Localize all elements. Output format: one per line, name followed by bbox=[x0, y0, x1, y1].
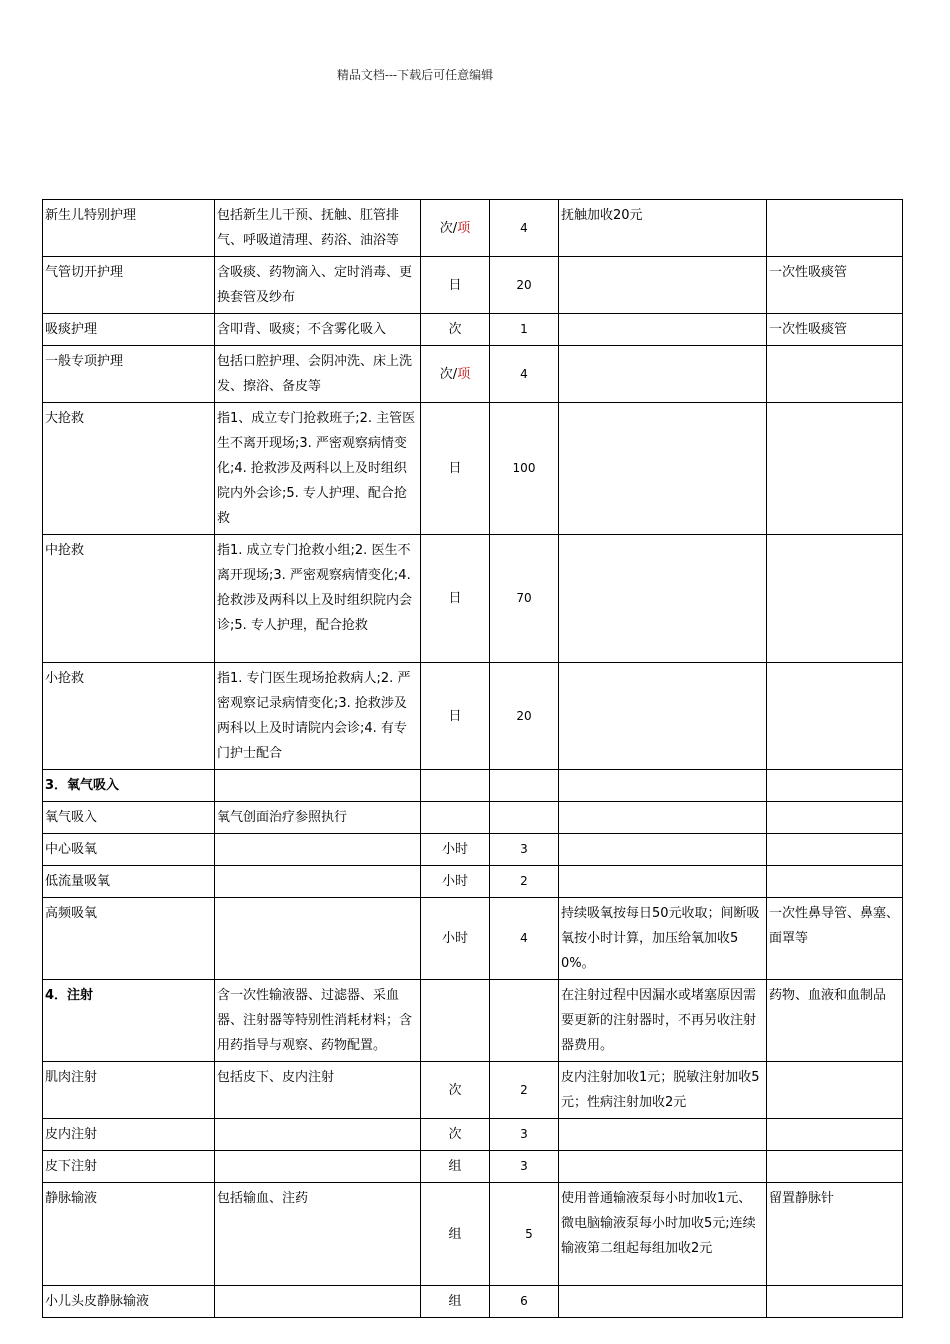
item-desc-cell: 指1. 专门医生现场抢救病人;2. 严密观察记录病情变化;3. 抢救涉及两科以上及时请院内会诊;4. 有专门护士配合 bbox=[215, 663, 421, 770]
item-desc-cell: 包括口腔护理、会阴冲洗、床上洗发、擦浴、备皮等 bbox=[215, 346, 421, 403]
unit-cell bbox=[421, 802, 490, 834]
table-row bbox=[43, 1119, 903, 1151]
unit-cell bbox=[421, 1062, 490, 1119]
excluded-items-cell bbox=[767, 866, 903, 898]
fee-table bbox=[42, 199, 903, 1318]
item-desc-cell: 指1. 成立专门抢救小组;2. 医生不离开现场;3. 严密观察病情变化;4. 抢救涉及两科以上及时组织院内会诊;5. 专人护理，配合抢救 bbox=[215, 535, 421, 663]
unit-cell bbox=[421, 834, 490, 866]
table-row bbox=[43, 535, 903, 663]
item-desc-cell bbox=[215, 834, 421, 866]
table-row bbox=[43, 1286, 903, 1318]
page-header: 精品文档---下载后可任意编辑 bbox=[336, 68, 494, 82]
note-cell bbox=[559, 834, 767, 866]
price-cell bbox=[490, 802, 559, 834]
note-cell: 持续吸氧按每日50元收取；间断吸氧按小时计算，加压给氧加收50%。 bbox=[559, 898, 767, 980]
price-cell: 4 bbox=[490, 346, 559, 403]
item-desc-cell: 含一次性输液器、过滤器、采血器、注射器等特别性消耗材料；含用药指导与观察、药物配置。 bbox=[215, 980, 421, 1062]
price-cell: 6 bbox=[490, 1286, 559, 1318]
item-name-cell: 氧气吸入 bbox=[43, 802, 215, 834]
item-desc-cell: 氧气创面治疗参照执行 bbox=[215, 802, 421, 834]
item-desc-cell: 指1、成立专门抢救班子;2. 主管医生不离开现场;3. 严密观察病情变化;4. 抢救涉及两科以上及时组织院内外会诊;5. 专人护理、配合抢救 bbox=[215, 403, 421, 535]
item-desc-cell bbox=[215, 866, 421, 898]
table-row bbox=[43, 980, 903, 1062]
item-desc-cell: 含吸痰、药物滴入、定时消毒、更换套管及纱布 bbox=[215, 257, 421, 314]
unit-cell bbox=[421, 663, 490, 770]
note-cell bbox=[559, 535, 767, 663]
unit-cell bbox=[421, 866, 490, 898]
unit-text: 次 bbox=[448, 1127, 462, 1142]
unit-cell bbox=[421, 1119, 490, 1151]
item-desc-cell: 含叩背、吸痰；不含雾化吸入 bbox=[215, 314, 421, 346]
excluded-items-cell: 药物、血液和血制品 bbox=[767, 980, 903, 1062]
unit-cell bbox=[421, 1183, 490, 1286]
note-cell bbox=[559, 802, 767, 834]
unit-cell bbox=[421, 770, 490, 802]
table-row bbox=[43, 866, 903, 898]
note-cell bbox=[559, 1286, 767, 1318]
note-cell bbox=[559, 1151, 767, 1183]
item-name-cell: 一般专项护理 bbox=[43, 346, 215, 403]
unit-cell bbox=[421, 403, 490, 535]
item-name-cell: 3．氧气吸入 bbox=[43, 770, 215, 802]
unit-cell bbox=[421, 980, 490, 1062]
note-cell: 皮内注射加收1元；脱敏注射加收5元；性病注射加收2元 bbox=[559, 1062, 767, 1119]
unit-text: 日 bbox=[448, 591, 462, 606]
note-cell bbox=[559, 403, 767, 535]
item-name-cell: 肌肉注射 bbox=[43, 1062, 215, 1119]
item-name-cell: 气管切开护理 bbox=[43, 257, 215, 314]
item-name-cell: 大抢救 bbox=[43, 403, 215, 535]
note-cell bbox=[559, 314, 767, 346]
table-row bbox=[43, 403, 903, 535]
item-name-cell: 吸痰护理 bbox=[43, 314, 215, 346]
item-desc-cell bbox=[215, 898, 421, 980]
item-name-cell: 新生儿特别护理 bbox=[43, 200, 215, 257]
table-row bbox=[43, 1062, 903, 1119]
item-desc-cell: 包括输血、注药 bbox=[215, 1183, 421, 1286]
table-row bbox=[43, 200, 903, 257]
excluded-items-cell bbox=[767, 802, 903, 834]
excluded-items-cell bbox=[767, 663, 903, 770]
unit-text: 小时 bbox=[441, 842, 468, 857]
unit-text: 日 bbox=[448, 461, 462, 476]
unit-text: 组 bbox=[448, 1226, 462, 1242]
unit-suffix: 项 bbox=[457, 220, 471, 236]
table-row bbox=[43, 1183, 903, 1286]
unit-text: 组 bbox=[448, 1159, 462, 1174]
item-name-cell: 皮下注射 bbox=[43, 1151, 215, 1183]
table-row bbox=[43, 898, 903, 980]
excluded-items-cell bbox=[767, 1062, 903, 1119]
item-name-cell: 高频吸氧 bbox=[43, 898, 215, 980]
table-row bbox=[43, 834, 903, 866]
item-name-cell: 静脉输液 bbox=[43, 1183, 215, 1286]
unit-text: 小时 bbox=[441, 874, 468, 889]
table-row bbox=[43, 802, 903, 834]
note-cell bbox=[559, 1119, 767, 1151]
unit-cell bbox=[421, 200, 490, 257]
note-cell: 使用普通输液泵每小时加收1元、微电脑输液泵每小时加收5元;连续输液第二组起每组加收2元 bbox=[559, 1183, 767, 1286]
unit-cell bbox=[421, 1286, 490, 1318]
note-cell: 抚触加收20元 bbox=[559, 200, 767, 257]
item-desc-cell: 包括新生儿干预、抚触、肛管排气、呼吸道清理、药浴、油浴等 bbox=[215, 200, 421, 257]
price-cell bbox=[490, 980, 559, 1062]
price-cell: 1 bbox=[490, 314, 559, 346]
excluded-items-cell bbox=[767, 1151, 903, 1183]
excluded-items-cell bbox=[767, 535, 903, 663]
note-cell bbox=[559, 257, 767, 314]
price-cell: 20 bbox=[490, 257, 559, 314]
table-row bbox=[43, 770, 903, 802]
unit-cell bbox=[421, 257, 490, 314]
unit-text: 次/ bbox=[439, 366, 458, 382]
price-cell: 70 bbox=[490, 535, 559, 663]
excluded-items-cell bbox=[767, 1119, 903, 1151]
table-row bbox=[43, 663, 903, 770]
price-cell: 3 bbox=[490, 1119, 559, 1151]
price-cell: 2 bbox=[490, 1062, 559, 1119]
price-cell: 5 bbox=[490, 1183, 559, 1286]
unit-cell bbox=[421, 898, 490, 980]
price-cell: 3 bbox=[490, 834, 559, 866]
excluded-items-cell: 一次性吸痰管 bbox=[767, 314, 903, 346]
item-name-cell: 小抢救 bbox=[43, 663, 215, 770]
item-name-cell: 皮内注射 bbox=[43, 1119, 215, 1151]
item-desc-cell bbox=[215, 1119, 421, 1151]
unit-text: 日 bbox=[448, 708, 462, 724]
item-desc-cell bbox=[215, 770, 421, 802]
excluded-items-cell bbox=[767, 1286, 903, 1318]
excluded-items-cell: 留置静脉针 bbox=[767, 1183, 903, 1286]
item-name-cell: 低流量吸氧 bbox=[43, 866, 215, 898]
unit-cell bbox=[421, 314, 490, 346]
price-cell: 2 bbox=[490, 866, 559, 898]
item-desc-cell bbox=[215, 1286, 421, 1318]
note-cell: 在注射过程中因漏水或堵塞原因需要更新的注射器时，不再另收注射器费用。 bbox=[559, 980, 767, 1062]
table-row bbox=[43, 257, 903, 314]
note-cell bbox=[559, 346, 767, 403]
price-cell: 20 bbox=[490, 663, 559, 770]
item-desc-cell: 包括皮下、皮内注射 bbox=[215, 1062, 421, 1119]
table-row bbox=[43, 1151, 903, 1183]
price-cell: 4 bbox=[490, 200, 559, 257]
price-cell: 100 bbox=[490, 403, 559, 535]
unit-text: 次/ bbox=[439, 220, 458, 236]
excluded-items-cell bbox=[767, 346, 903, 403]
unit-cell bbox=[421, 1151, 490, 1183]
price-cell: 3 bbox=[490, 1151, 559, 1183]
price-cell: 4 bbox=[490, 898, 559, 980]
excluded-items-cell: 一次性吸痰管 bbox=[767, 257, 903, 314]
note-cell bbox=[559, 866, 767, 898]
table-row bbox=[43, 314, 903, 346]
table-row bbox=[43, 346, 903, 403]
unit-cell bbox=[421, 535, 490, 663]
item-name-cell: 4．注射 bbox=[43, 980, 215, 1062]
unit-text: 组 bbox=[448, 1294, 462, 1309]
unit-text: 次 bbox=[448, 1082, 462, 1098]
item-desc-cell bbox=[215, 1151, 421, 1183]
excluded-items-cell bbox=[767, 770, 903, 802]
excluded-items-cell bbox=[767, 200, 903, 257]
excluded-items-cell: 一次性鼻导管、鼻塞、面罩等 bbox=[767, 898, 903, 980]
unit-text: 次 bbox=[448, 322, 462, 337]
unit-text: 日 bbox=[448, 277, 462, 293]
excluded-items-cell bbox=[767, 403, 903, 535]
note-cell bbox=[559, 770, 767, 802]
note-cell bbox=[559, 663, 767, 770]
price-cell bbox=[490, 770, 559, 802]
unit-text: 小时 bbox=[441, 931, 468, 946]
unit-suffix: 项 bbox=[457, 366, 471, 382]
item-name-cell: 小儿头皮静脉输液 bbox=[43, 1286, 215, 1318]
unit-cell bbox=[421, 346, 490, 403]
item-name-cell: 中心吸氧 bbox=[43, 834, 215, 866]
excluded-items-cell bbox=[767, 834, 903, 866]
item-name-cell: 中抢救 bbox=[43, 535, 215, 663]
